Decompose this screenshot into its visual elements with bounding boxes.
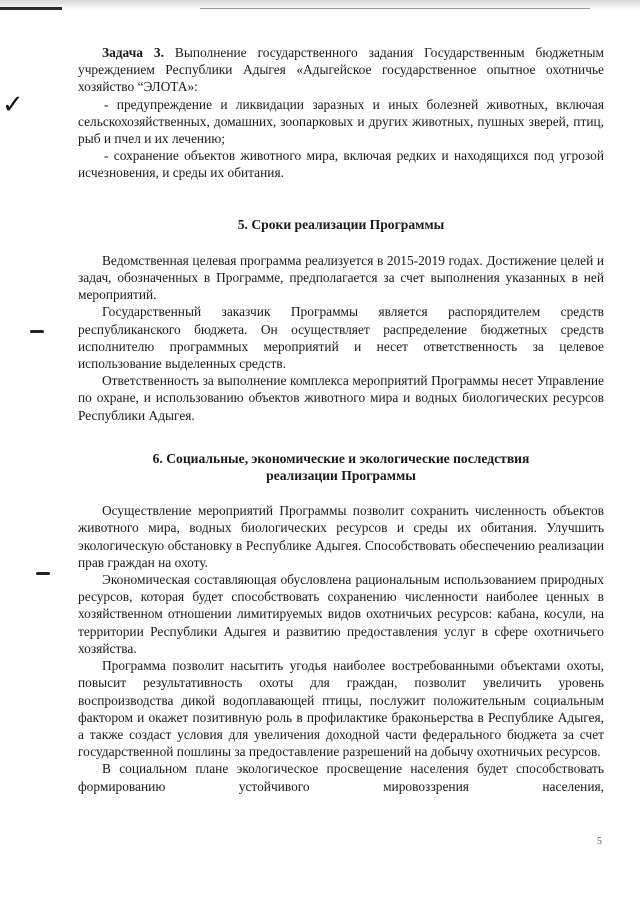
checkmark-icon: ✓ <box>2 90 24 119</box>
section-heading <box>78 450 604 484</box>
heading-line: 6. Социальные, экономические и экологические последствия <box>152 450 530 466</box>
scan-line <box>200 8 590 9</box>
paragraph: Осуществление мероприятий Программы позволит сохранить численность объектов животного мира, водных биологических ресурсов и среды их обитания. Улучшить экологическую обстановку в Республике Адыгея. Способствовать обеспечению реализации прав граждан на охоту. <box>78 503 604 570</box>
page-number: 5 <box>597 836 602 847</box>
paragraph: Ведомственная целевая программа реализуется в 2015-2019 годах. Достижение целей и задач, обозначенных в Программе, предполагается за счет выполнения указанных в ней мероприятий. <box>78 252 604 303</box>
paragraph: В социальном плане экологическое просвещение населения будет способствовать формированию устойчивого мировоззрения населения, <box>78 761 604 794</box>
task-paragraph <box>78 44 604 96</box>
section-heading: 5. Сроки реализации Программы <box>237 216 445 232</box>
document-page <box>78 44 604 795</box>
paragraph: Программа позволит насытить угодья наиболее востребованными объектами охоты, повысит результативность охоты для граждан, позволит увеличить уровень воспроизводства дикой водоплавающей птицы, послужит положительным социальным фактором и окажет позитивную роль в профилактике браконьерства в Республике Адыгея, а также создаст условия для увеличения доходной части федерального бюджета за счет государственной пошлины за предоставление разрешений на добычу охотничьих ресурсов. <box>78 658 604 760</box>
margin-dash-icon <box>30 330 44 333</box>
heading-line: реализации Программы <box>266 468 416 484</box>
task-item: - предупреждение и ликвидации заразных и иных болезней животных, включая сельскохозяйственных, домашних, зоопарковых и других животных, пушных зверей, птиц, рыб и пчел и их лечению; <box>78 96 604 147</box>
task-text: Выполнение государственного задания Государственным бюджетным учреждением Республики Адыгея «Адыгейское государственное опытное охотничье хозяйство “ЭЛОТА»: <box>78 45 604 95</box>
paragraph: Экономическая составляющая обусловлена рациональным использованием природных ресурсов, которая будет способствовать сохранению численности наиболее ценных в хозяйственном отношении лимитируемых видов охотничьих ресурсов: кабана, косули, на территории Республики Адыгея и развитию предоставления услуг в сфере охотничьего хозяйства. <box>78 572 604 656</box>
margin-dash-icon <box>36 572 50 575</box>
scan-mark <box>0 7 62 10</box>
paragraph: Государственный заказчик Программы является распорядителем средств республиканского бюджета. Он осуществляет распределение бюджетных средств исполнителю программных мероприятий и несет ответственность за целевое использование выделенных средств. <box>78 304 604 372</box>
task-item: - сохранение объектов животного мира, включая редких и находящихся под угрозой исчезновения, и среды их обитания. <box>78 148 604 181</box>
task-label: Задача 3. <box>102 45 164 60</box>
paragraph: Ответственность за выполнение комплекса мероприятий Программы несет Управление по охране, и использованию объектов животного мира и водных биологических ресурсов Республики Адыгея. <box>78 373 604 423</box>
